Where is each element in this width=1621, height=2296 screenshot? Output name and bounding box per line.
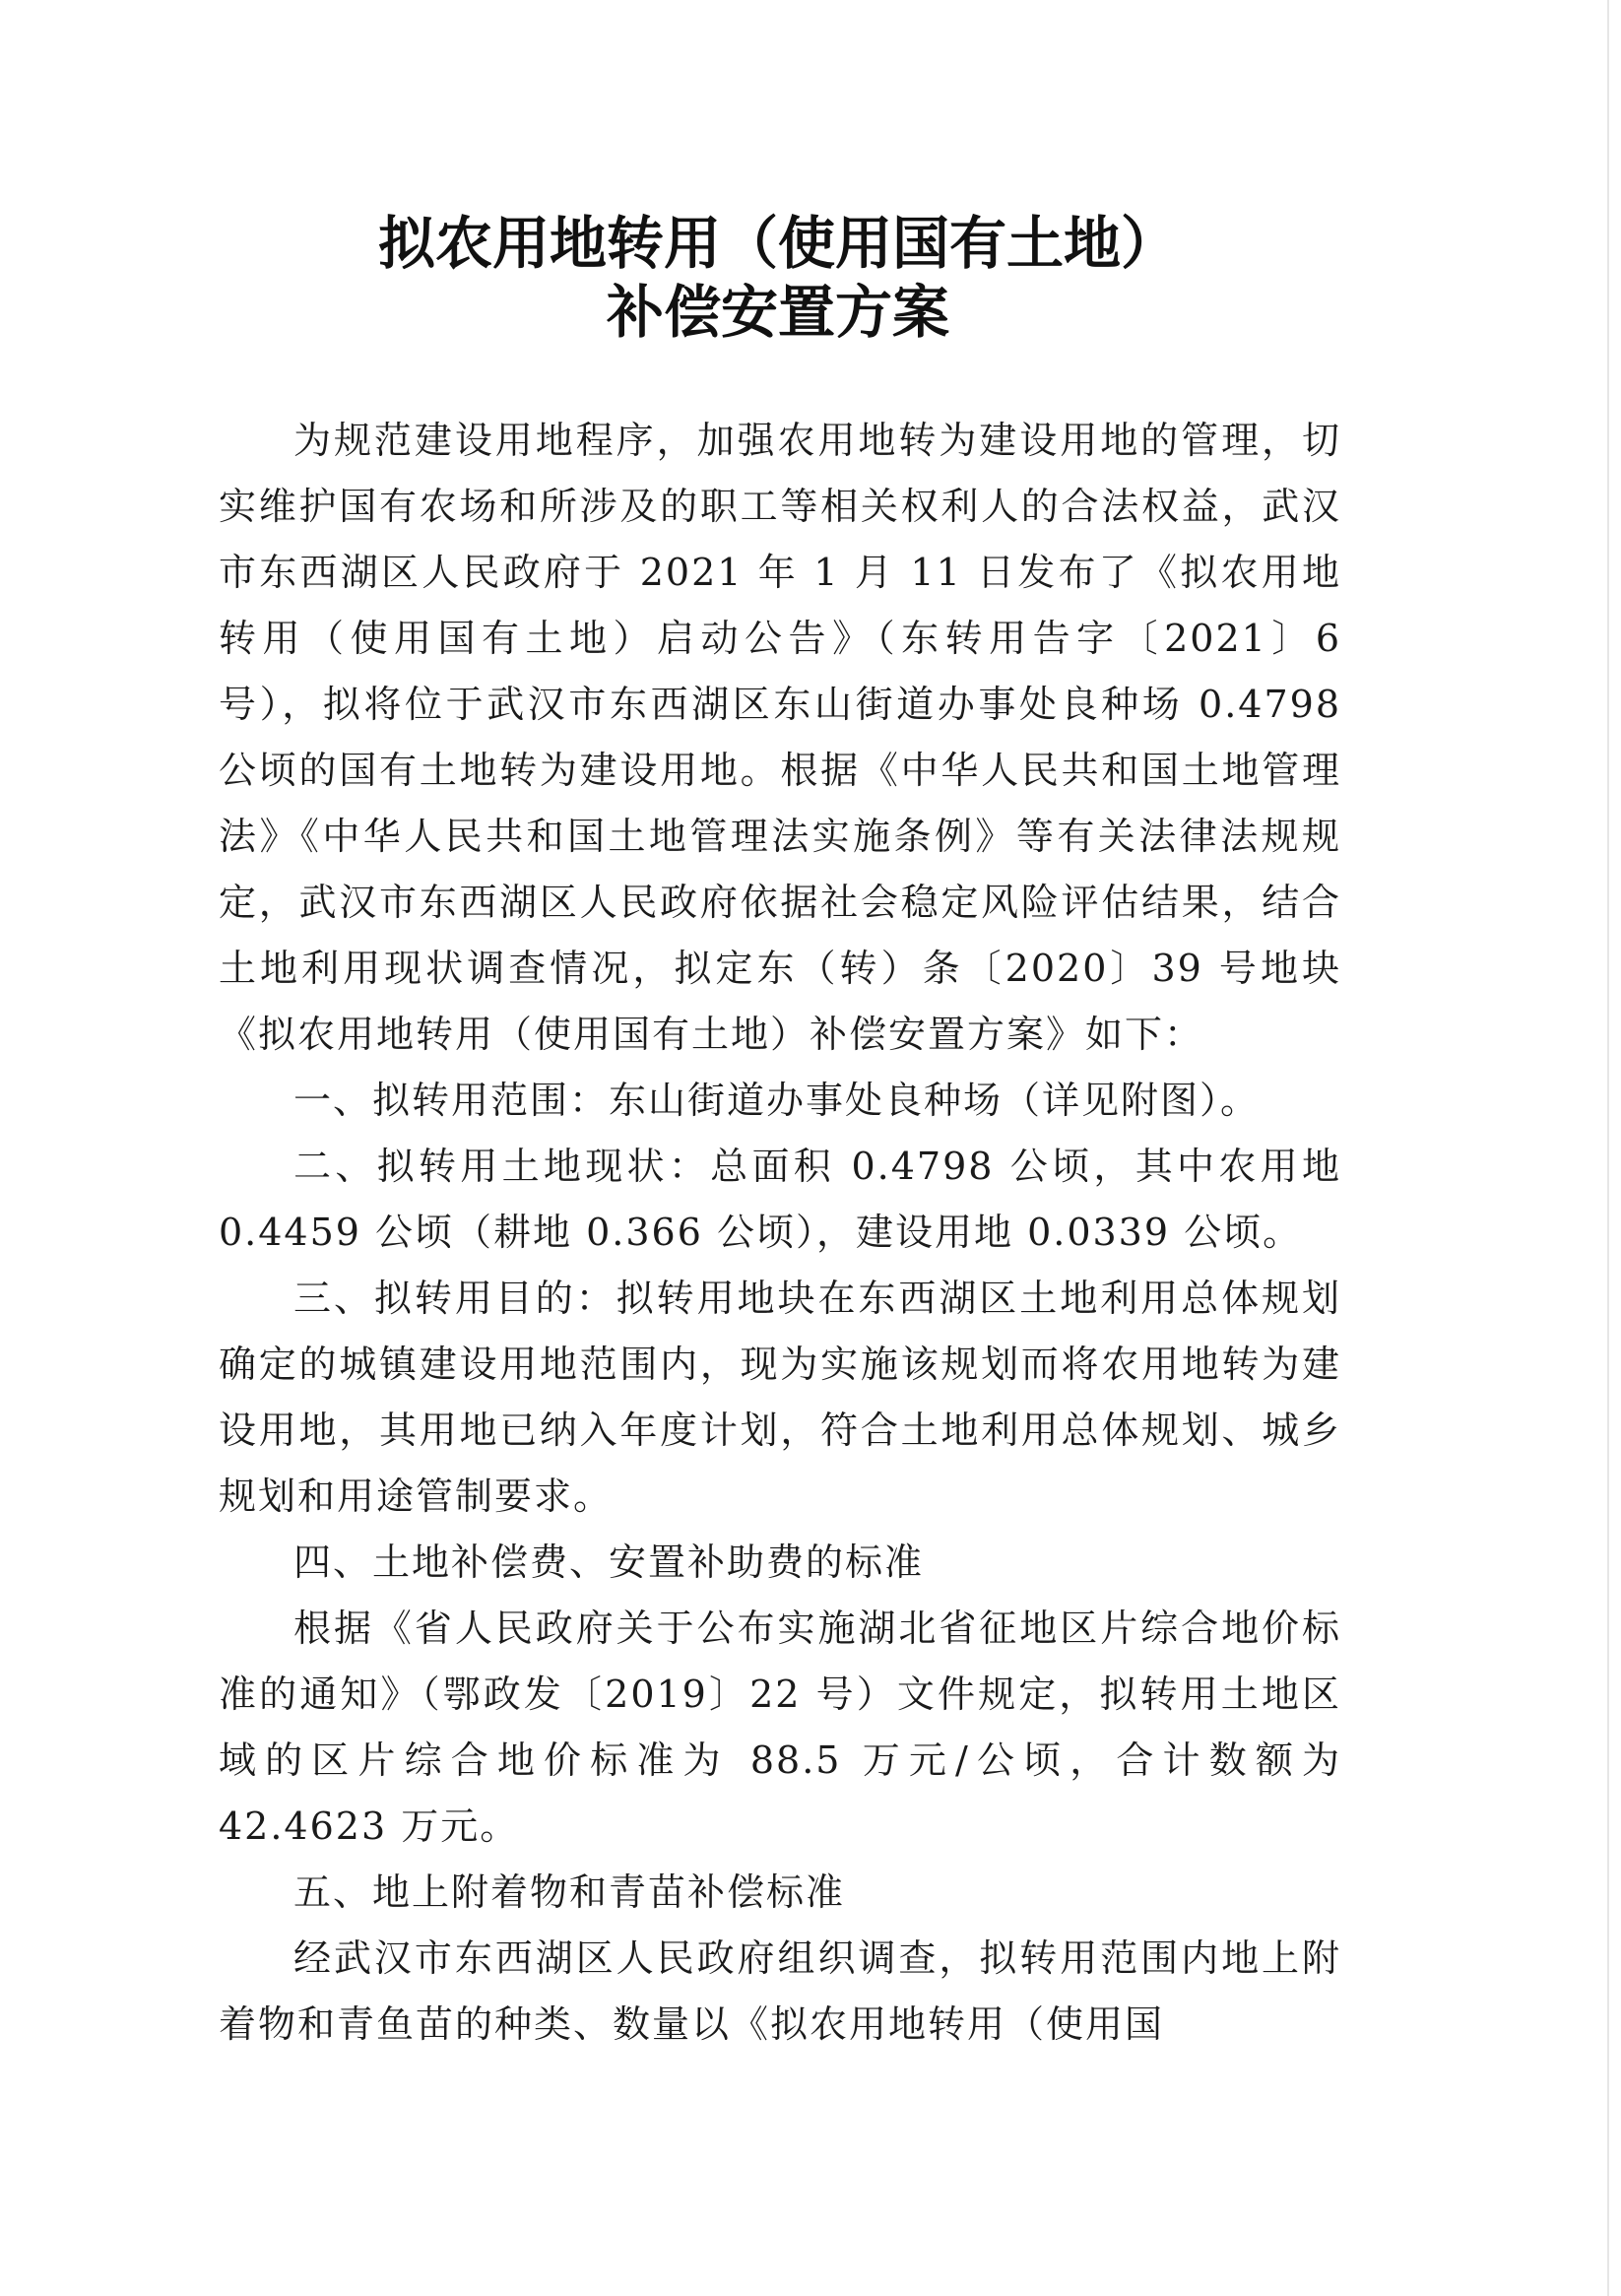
paragraph-attachment-survey: 经武汉市东西湖区人民政府组织调查，拟转用范围内地上附着物和青鱼苗的种类、数量以《拟农用地转用（使用国	[219, 1936, 1341, 2046]
paragraph-compensation-basis: 根据《省人民政府关于公布实施湖北省征地区片综合地价标准的通知》（鄂政发〔2019〕22 号）文件规定，拟转用土地区域的区片综合地价标准为 88.5 万元/公顷，合计数额为 42.4623 万元。	[219, 1607, 1341, 1848]
document-body	[219, 408, 1341, 2058]
paragraph-intro: 为规范建设用地程序，加强农用地转为建设用地的管理，切实维护国有农场和所涉及的职工等相关权利人的合法权益，武汉市东西湖区人民政府于 2021 年 1 月 11 日发布了《拟农用地转用（使用国有土地）启动公告》（东转用告字〔2021〕6 号），拟将位于武汉市东西湖区东山街道办事处良种场 0.4798 公顷的国有土地转为建设用地。根据《中华人民共和国土地管理法》《中华人民共和国土地管理法实施条例》等有关法律法规规定，武汉市东西湖区人民政府依据社会稳定风险评估结果，结合土地利用现状调查情况，拟定东（转）条〔2020〕39 号地块《拟农用地转用（使用国有土地）补偿安置方案》如下：	[219, 419, 1341, 1056]
paragraph-scope: 一、拟转用范围：东山街道办事处良种场（详见附图）。	[293, 1079, 1261, 1122]
page-edge-line	[1607, 0, 1609, 2296]
title-line-1: 拟农用地转用（使用国有土地）	[377, 210, 1178, 277]
document-title	[0, 209, 1556, 347]
heading-attachment-compensation: 五、地上附着物和青苗补偿标准	[293, 1870, 846, 1914]
paragraph-land-status: 二、拟转用土地现状：总面积 0.4798 公顷，其中农用地 0.4459 公顷（耕地 0.366 公顷），建设用地 0.0339 公顷。	[219, 1145, 1341, 1254]
paragraph-purpose: 三、拟转用目的：拟转用地块在东西湖区土地利用总体规划确定的城镇建设用地范围内，现为实施该规划而将农用地转为建设用地，其用地已纳入年度计划，符合土地利用总体规划、城乡规划和用途管制要求。	[219, 1277, 1341, 1518]
title-line-2: 补偿安置方案	[606, 279, 949, 346]
heading-compensation-standard: 四、土地补偿费、安置补助费的标准	[293, 1541, 925, 1584]
